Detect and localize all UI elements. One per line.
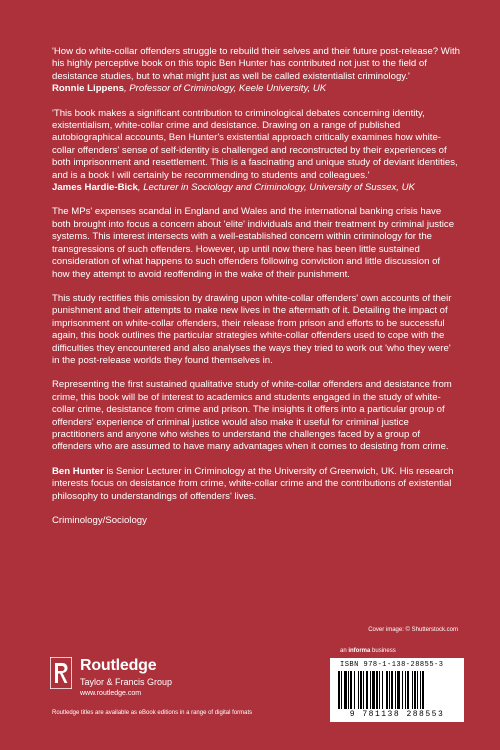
barcode-bar: [363, 671, 364, 709]
barcode-bars: [338, 671, 456, 709]
barcode-number: 9 781138 288553: [349, 710, 445, 719]
back-cover-text: [52, 46, 460, 527]
quote-text: 'This book makes a significant contribution to criminological debates concerning identity, existentialism, white-collar crime and desistance. Drawing on a range of published autobiographical accounts, Ben Hunter's existential approach critically examines how white-collar offenders' sense of self-identity is challenged and reconstructed by their experiences of both imprisonment and resettlement. This is a fascinating and unique study of deviant identities, and is a book I will certainly be recommending to students and colleagues.': [52, 107, 458, 181]
barcode-bar: [405, 671, 406, 709]
barcode-bar: [414, 671, 416, 709]
barcode-bar: [360, 671, 362, 709]
barcode-bar: [338, 671, 340, 709]
author-bio: [52, 466, 460, 503]
publisher-group: Taylor & Francis Group: [80, 677, 173, 687]
routledge-logo: [50, 657, 250, 705]
barcode-bar: [402, 671, 403, 709]
informa-business-label: [340, 648, 396, 654]
barcode-bar: [341, 671, 342, 709]
barcode-bar: [350, 671, 352, 709]
barcode-bar: [379, 671, 380, 709]
barcode-bar: [422, 671, 424, 709]
barcode-bar: [420, 671, 421, 709]
barcode-bar: [391, 671, 393, 709]
barcode-bar: [382, 671, 383, 709]
publisher-url: www.routledge.com: [80, 690, 142, 697]
review-quote-1: [52, 46, 460, 96]
reviewer-role: , Lecturer in Sociology and Criminology, University of Sussex, UK: [137, 182, 415, 194]
subject-category: Criminology/Sociology: [52, 515, 147, 526]
reviewer-role: , Professor of Criminology, Keele University, UK: [123, 83, 327, 95]
barcode-bar: [412, 671, 413, 709]
author-name: Ben Hunter: [52, 465, 104, 477]
quote-text: 'How do white-collar offenders struggle to rebuild their selves and their future post-release? With his highly perceptive book on this topic Ben Hunter has contributed not just to the field of desistance studies, but to what might just as well be called existentialist criminology.': [52, 46, 460, 82]
description-paragraph: Representing the first sustained qualitative study of white-collar offenders and desistance from crime, this book will be of interest to academics and students engaged in the study of white-collar crime, desistance from crime and prison. The insights it offers into a particular group of offenders' experience of criminal justice would also make it useful for criminal justice practitioners and anyone who wishes to understand the challenges faced by a group of offenders who are assumed to have many advantages when it comes to desisting from crime.: [52, 379, 452, 453]
description-paragraph: This study rectifies this omission by drawing upon white-collar offenders' own accounts of their punishment and their attempts to make new lives in the aftermath of it. Detailing the impact of imprisonment on white-collar offenders, their release from prison and efforts to be successful again, this book outlines the particular strategies white-collar offenders used to cope with the difficulties they encountered and also analyses the ways they tried to work out 'who they were' in the post-release worlds they found themselves in.: [52, 292, 452, 366]
isbn-barcode: [330, 658, 464, 722]
barcode-bar: [407, 671, 409, 709]
barcode-bar: [386, 671, 388, 709]
description-paragraph: The MPs' expenses scandal in England and Wales and the international banking crisis have both brought into focus a concern about 'elite' individuals and their treatment by criminal justice systems. This interest intersects with a well-established concern within criminology for the transgressions of such offenders. However, up until now there has been little sustained consideration of what happens to such offenders following conviction and little discussion of how they attempt to avoid reoffending in the wake of their punishment.: [52, 206, 455, 280]
barcode-bar: [366, 671, 368, 709]
publisher-name: Routledge: [80, 657, 157, 674]
isbn-label: ISBN 978-1-138-28855-3: [340, 661, 444, 669]
cover-image-credit: Cover image: © Shutterstock.com: [368, 627, 458, 633]
barcode-bar: [372, 671, 375, 709]
author-bio-text: is Senior Lecturer in Criminology at the University of Greenwich, UK. His research interests focus on desistance from crime, white-collar crime and the contributions of existential philosophy to understandings of offenders' lives.: [52, 465, 454, 502]
barcode-bar: [358, 671, 359, 709]
routledge-r-icon: [50, 657, 72, 689]
barcode-bar: [376, 671, 378, 709]
barcode-bar: [348, 671, 349, 709]
barcode-bar: [370, 671, 371, 709]
reviewer-name: James Hardie-Bick: [52, 182, 138, 194]
informa-prefix: an: [340, 648, 349, 654]
barcode-bar: [389, 671, 390, 709]
informa-brand: informa: [348, 648, 371, 654]
review-quote-2: [52, 108, 460, 195]
informa-suffix: business: [370, 648, 396, 654]
footer-note: Routledge titles are available as eBook editions in a range of digital formats: [52, 710, 253, 716]
barcode-bar: [354, 671, 355, 709]
barcode-bar: [344, 671, 347, 709]
barcode-bar: [417, 671, 418, 709]
barcode-bar: [397, 671, 400, 709]
reviewer-name: Ronnie Lippens: [52, 83, 124, 95]
barcode-bar: [395, 671, 396, 709]
